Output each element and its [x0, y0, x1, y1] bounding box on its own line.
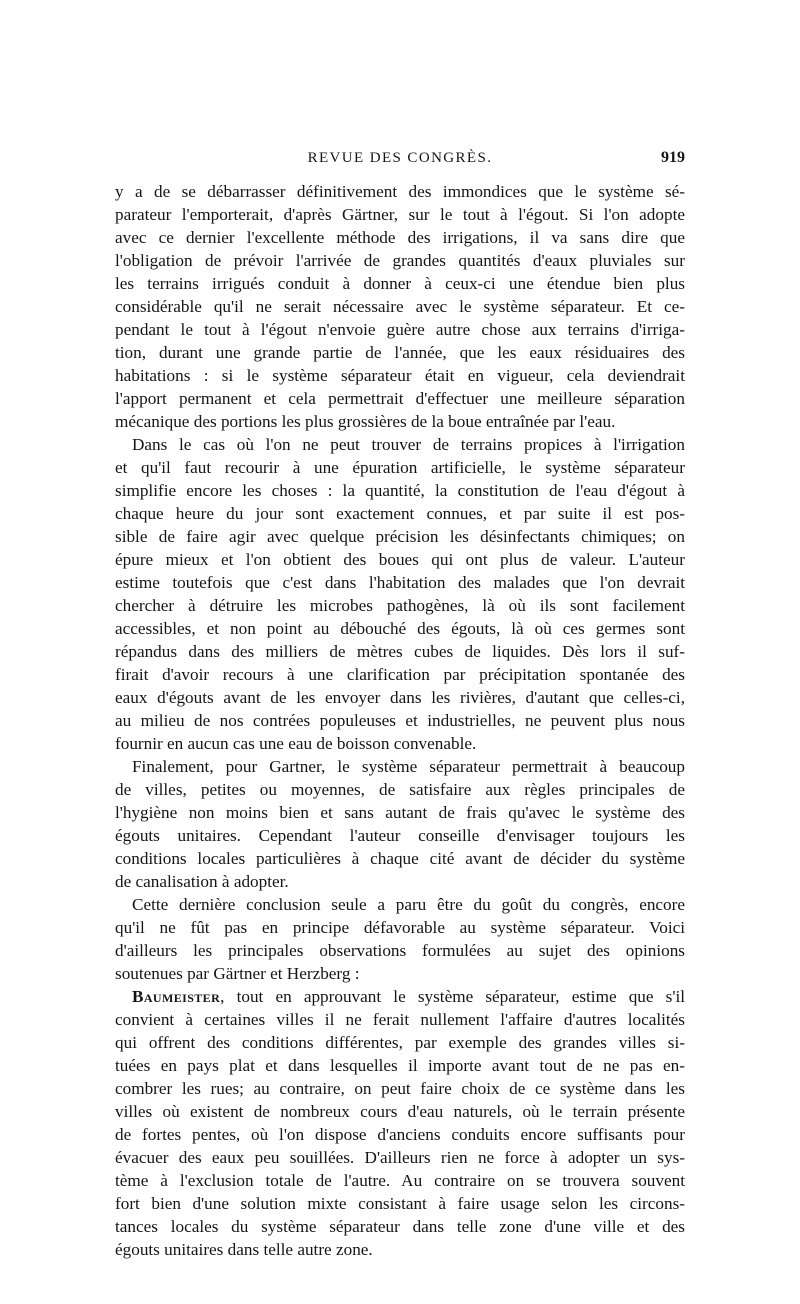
text-line: épure mieux et l'on obtient des boues qui ont plus de valeur. L'auteur — [115, 550, 685, 569]
text-line: estime toutefois que c'est dans l'habitation des malades que l'on devrait — [115, 573, 685, 592]
text-line: les terrains irrigués conduit à donner à ceux-ci une étendue bien plus — [115, 274, 685, 293]
text-line: évacuer des eaux peu souillées. D'ailleurs rien ne force à adopter un sys- — [115, 1148, 685, 1167]
text-line: simplifie encore les choses : la quantité, la constitution de l'eau d'égout à — [115, 481, 685, 500]
text-line: de villes, petites ou moyennes, de satisfaire aux règles principales de — [115, 780, 685, 799]
text-line: villes où existent de nombreux cours d'eau naturels, où le terrain présente — [115, 1102, 685, 1121]
text-line: pendant le tout à l'égout n'envoie guère autre chose aux terrains d'irriga- — [115, 320, 685, 339]
text-line: de canalisation à adopter. — [115, 872, 289, 891]
author-name: Baumeister — [132, 987, 221, 1006]
text-line: d'ailleurs les principales observations formulées au sujet des opinions — [115, 941, 685, 960]
text-line: l'apport permanent et cela permettrait d'effectuer une meilleure séparation — [115, 389, 685, 408]
text-line: fournir en aucun cas une eau de boisson convenable. — [115, 734, 477, 753]
text-line: sible de faire agir avec quelque précision les désinfectants chimiques; on — [115, 527, 685, 546]
text-line: qu'il ne fût pas en principe défavorable au système séparateur. Voici — [115, 918, 685, 937]
text-line: l'hygiène non moins bien et sans autant de frais qu'avec le système des — [115, 803, 685, 822]
text-line: considérable qu'il ne serait nécessaire avec le système séparateur. Et ce- — [115, 297, 685, 316]
text-line: parateur l'emporterait, d'après Gärtner, sur le tout à l'égout. Si l'on adopte — [115, 205, 685, 224]
text-line: et qu'il faut recourir à une épuration artificielle, le système séparateur — [115, 458, 685, 477]
text-line — [115, 985, 685, 1008]
text-line: combrer les rues; au contraire, on peut faire choix de ce système dans les — [115, 1079, 685, 1098]
text-line: eaux d'égouts avant de les envoyer dans les rivières, d'autant que celles-ci, — [115, 688, 685, 707]
text-line: y a de se débarrasser définitivement des immondices que le système sé- — [115, 182, 685, 201]
text-line: convient à certaines villes il ne ferait nullement l'affaire d'autres localités — [115, 1010, 685, 1029]
text-line: qui offrent des conditions différentes, par exemple des grandes villes si- — [115, 1033, 685, 1052]
text-line: Cette dernière conclusion seule a paru être du goût du congrès, encore — [132, 895, 685, 914]
text-line: avec ce dernier l'excellente méthode des irrigations, il va sans dire que — [115, 228, 685, 247]
text-line: égouts unitaires dans telle autre zone. — [115, 1240, 373, 1259]
text-line: Dans le cas où l'on ne peut trouver de terrains propices à l'irrigation — [132, 435, 685, 454]
text-line: égouts unitaires. Cependant l'auteur conseille d'envisager toujours les — [115, 826, 685, 845]
text-line: chaque heure du jour sont exactement connues, et par suite il est pos- — [115, 504, 685, 523]
body-text — [115, 180, 685, 1261]
text-line: tuées en pays plat et dans lesquelles il importe avant tout de ne pas en- — [115, 1056, 685, 1075]
text-line: répandus dans des milliers de mètres cubes de liquides. Dès lors il suf- — [115, 642, 685, 661]
text-line: Finalement, pour Gartner, le système séparateur permettrait à beaucoup — [132, 757, 685, 776]
page-number: 919 — [661, 149, 685, 166]
text-line: chercher à détruire les microbes pathogènes, là où ils sont facilement — [115, 596, 685, 615]
text-line: habitations : si le système séparateur était en vigueur, cela deviendrait — [115, 366, 685, 385]
running-title: REVUE DES CONGRÈS. — [307, 150, 493, 166]
text-line: mécanique des portions les plus grossières de la boue entraînée par l'eau. — [115, 412, 616, 431]
text-line: soutenues par Gärtner et Herzberg : — [115, 964, 360, 983]
text-line: accessibles, et non point au débouché des égouts, là où ces germes sont — [115, 619, 685, 638]
text-line: au milieu de nos contrées populeuses et industrielles, ne peuvent plus nous — [115, 711, 685, 730]
text-line: tème à l'exclusion totale de l'autre. Au contraire on se trouvera souvent — [115, 1171, 685, 1190]
text-line: conditions locales particulières à chaque cité avant de décider du système — [115, 849, 685, 868]
text-line: fort bien d'une solution mixte consistant à faire usage selon les circons- — [115, 1194, 685, 1213]
page-header — [115, 148, 685, 172]
text-line: firait d'avoir recours à une clarification par précipitation spontanée des — [115, 665, 685, 684]
text-line: de fortes pentes, où l'on dispose d'anciens conduits encore suffisants pour — [115, 1125, 685, 1144]
text-line-rest: , tout en approuvant le système séparateur, estime que s'il — [220, 987, 685, 1006]
text-line: l'obligation de prévoir l'arrivée de grandes quantités d'eaux pluviales sur — [115, 251, 685, 270]
text-line: tances locales du système séparateur dans telle zone d'une ville et des — [115, 1217, 685, 1236]
text-line: tion, durant une grande partie de l'année, que les eaux résiduaires des — [115, 343, 685, 362]
